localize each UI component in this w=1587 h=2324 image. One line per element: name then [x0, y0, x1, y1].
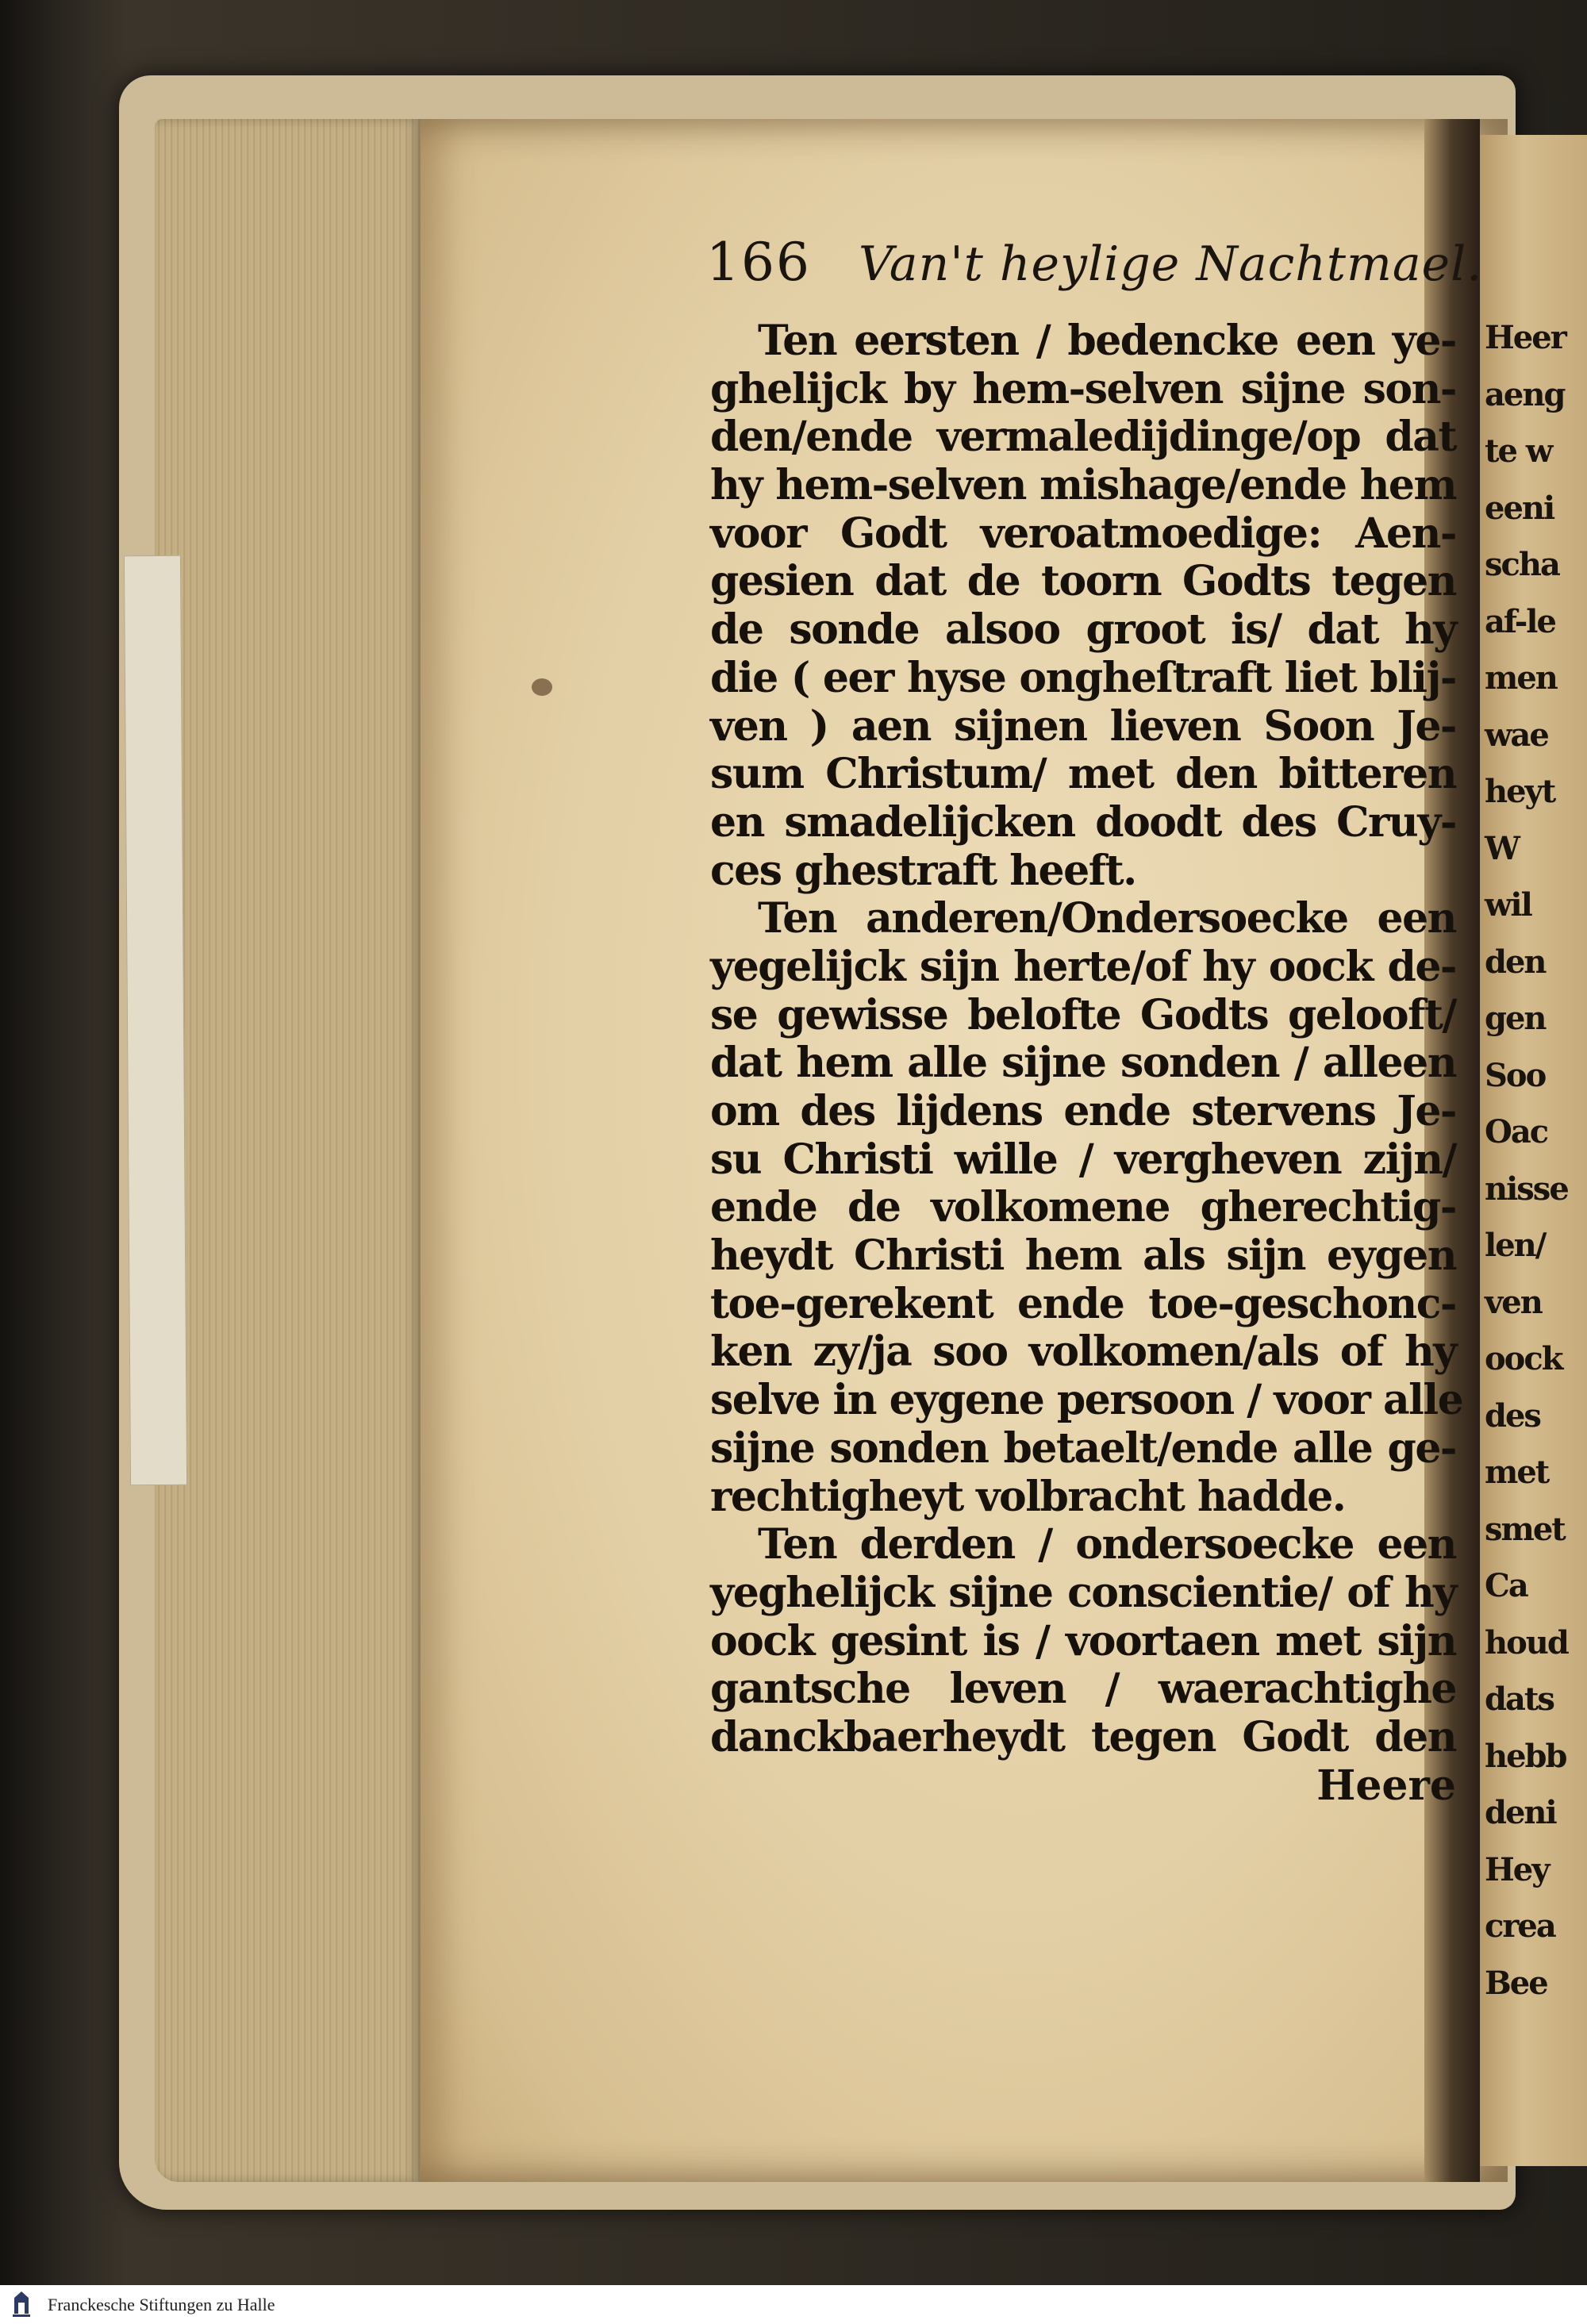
- text-line: en smadelijcken doodt des Cruy-: [710, 797, 1456, 847]
- text-line: de sonde alsoo groot is/ dat hy: [710, 605, 1456, 655]
- text-line: ghelijck by hem-selven sijne son-: [710, 364, 1456, 413]
- text-line: Ten anderen/Ondersoecke een: [758, 894, 1456, 943]
- facing-text-fragment: des: [1485, 1396, 1540, 1435]
- facing-text-fragment: wil: [1485, 886, 1531, 924]
- facing-text-fragment: ven: [1485, 1283, 1542, 1321]
- text-line: den/ende vermaledijdinge/op dat: [710, 413, 1456, 462]
- facing-text-fragment: Heer: [1485, 319, 1566, 356]
- catchword: Heere: [1316, 1761, 1456, 1810]
- text-line: su Christi wille / vergheven zijn/: [710, 1135, 1456, 1184]
- text-line: yegelijck sijn herte/of hy oock de-: [710, 942, 1456, 991]
- text-line: ken zy/ja soo volkomen/als of hy: [710, 1327, 1456, 1377]
- body-text: [710, 317, 1463, 1810]
- text-line: toe-gerekent ende toe-geschonc-: [710, 1279, 1456, 1328]
- facing-text-fragment: Bee: [1485, 1964, 1547, 2002]
- text-line: gesien dat de toorn Godts tegen: [710, 557, 1456, 606]
- text-line: gantsche leven / waerachtighe: [710, 1665, 1456, 1714]
- facing-text-fragment: eeni: [1485, 489, 1554, 527]
- text-line: dat hem alle sijne sonden / alleen: [710, 1039, 1456, 1088]
- facing-text-fragment: den: [1485, 943, 1546, 981]
- text-line: sijne sonden betaelt/ende alle ge-: [710, 1423, 1456, 1473]
- text-line: rechtigheyt volbracht hadde.: [710, 1472, 1346, 1521]
- facing-text-fragment: nisse: [1485, 1170, 1568, 1208]
- text-line: Ten derden / ondersoecke een: [758, 1520, 1456, 1569]
- facing-text-fragment: dats: [1485, 1681, 1554, 1718]
- text-line: yeghelijck sijne conscientie/ of hy: [710, 1568, 1456, 1617]
- text-line: sum Christum/ met den bitteren: [710, 750, 1456, 799]
- facing-text-fragment: oock: [1485, 1340, 1562, 1377]
- institution-logo-icon: [11, 2290, 32, 2318]
- paper-slip: [124, 555, 187, 1485]
- page-number: 166: [706, 232, 811, 293]
- text-line: ende de volkomene gherechtig-: [710, 1183, 1456, 1232]
- facing-text-fragment: W: [1485, 829, 1519, 867]
- facing-text-fragment: met: [1485, 1454, 1549, 1491]
- text-line: om des lijdens ende stervens Je-: [710, 1087, 1456, 1135]
- facing-text-fragment: crea: [1485, 1907, 1555, 1945]
- facing-page-fragment: [1480, 135, 1587, 2166]
- facing-text-fragment: wae: [1485, 716, 1548, 754]
- text-line: die ( eer hyse ongheſtraft liet blij-: [710, 653, 1456, 702]
- facing-text-fragment: hebb: [1485, 1737, 1566, 1775]
- ink-stain: [532, 678, 552, 696]
- text-line: hy hem-selven mishage/ende hem: [710, 461, 1456, 510]
- text-line: ces ghestraft heeft.: [710, 846, 1136, 895]
- text-line: selve in eygene persoon / voor alle: [710, 1376, 1463, 1425]
- facing-text-fragment: smet: [1485, 1510, 1565, 1548]
- text-line: oock gesint is / voortaen met sijn: [710, 1616, 1456, 1665]
- facing-text-fragment: heyt: [1485, 773, 1555, 810]
- facing-text-fragment: len/: [1485, 1227, 1546, 1264]
- facing-text-fragment: scha: [1485, 546, 1559, 583]
- footer-institution: Franckesche Stiftungen zu Halle: [48, 2295, 275, 2314]
- text-line: voor Godt veroatmoedige: Aen-: [710, 509, 1456, 558]
- facing-text-fragment: deni: [1485, 1794, 1556, 1831]
- facing-text-fragment: te w: [1485, 432, 1552, 470]
- text-line: heydt Christi hem als sijn eygen: [710, 1231, 1456, 1281]
- text-line: danckbaerheydt tegen Godt den: [710, 1712, 1456, 1761]
- facing-text-fragment: Oac: [1485, 1113, 1548, 1150]
- page-edges: [155, 119, 421, 2182]
- text-line: Ten eersten / bedencke een ye-: [758, 317, 1456, 365]
- text-line: se gewisse belofte Godts gelooft/: [710, 990, 1456, 1039]
- facing-text-fragment: gen: [1485, 1000, 1546, 1037]
- facing-text-fragment: Soo: [1485, 1056, 1546, 1094]
- text-line: ven ) aen sijnen lieven Soon Je-: [710, 701, 1456, 751]
- facing-text-fragment: Hey: [1485, 1850, 1549, 1888]
- running-head-title: Van't heylige Nachtmael.: [858, 236, 1483, 292]
- facing-text-fragment: af-le: [1485, 602, 1555, 640]
- running-head: [706, 232, 1483, 303]
- facing-text-fragment: men: [1485, 659, 1557, 697]
- facing-text-fragment: Ca: [1485, 1567, 1527, 1604]
- facing-text-fragment: aeng: [1485, 375, 1565, 413]
- facing-text-fragment: houd: [1485, 1623, 1568, 1661]
- footer-bar: [0, 2285, 1587, 2324]
